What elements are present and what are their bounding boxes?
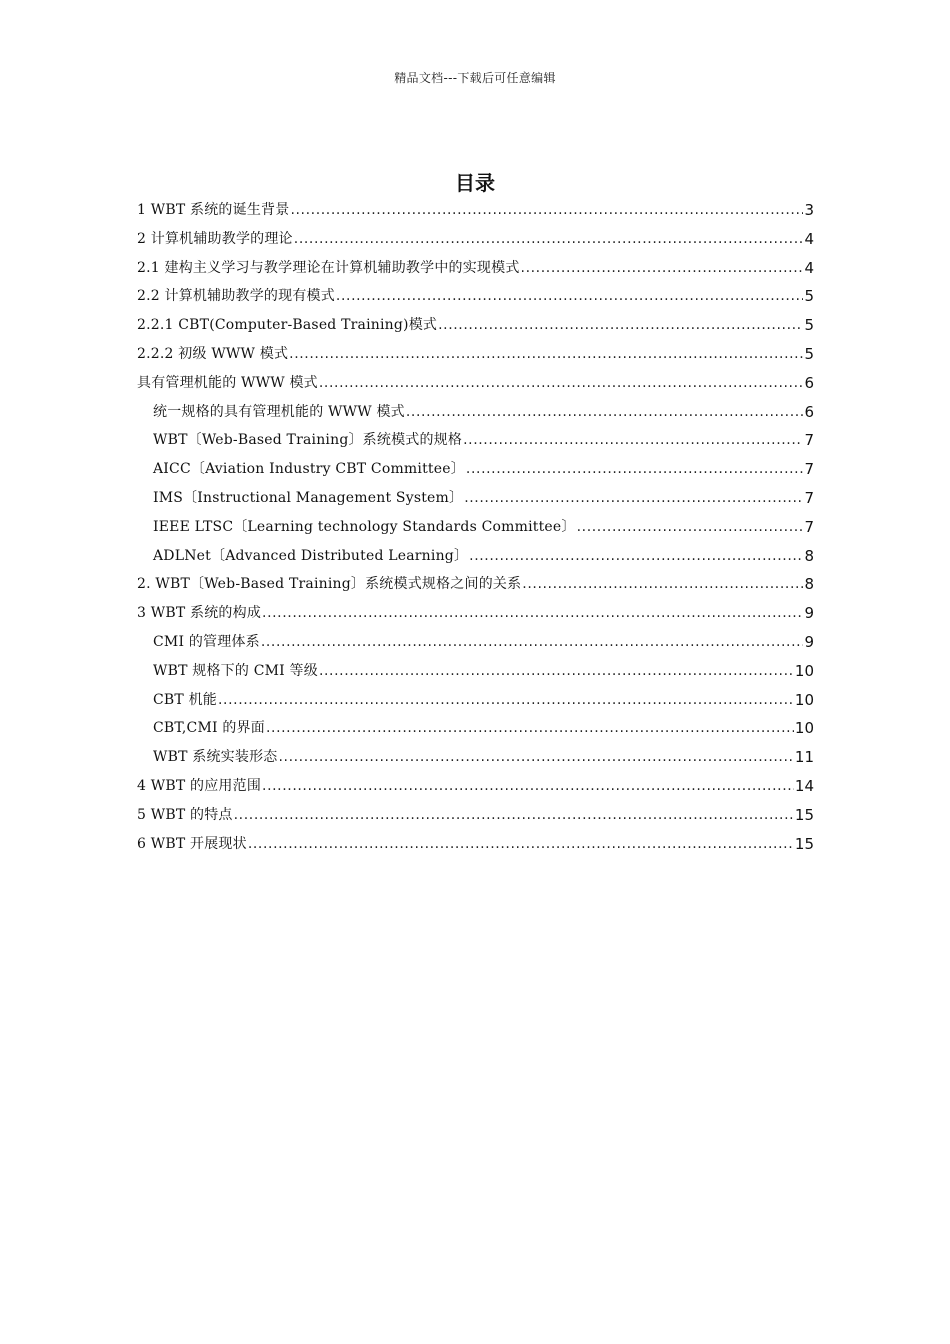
toc-entry[interactable]	[137, 196, 814, 225]
toc-page-number: 11	[794, 748, 814, 767]
toc-dot-leader	[406, 398, 804, 427]
toc-entry-text: 2.2.1 CBT(Computer-Based Training)模式	[137, 317, 438, 334]
toc-entry-text: WBT 规格下的 CMI 等级	[153, 662, 318, 679]
toc-dot-leader	[319, 369, 804, 398]
toc-entry[interactable]	[137, 570, 814, 599]
toc-entry[interactable]	[137, 542, 814, 571]
toc-entry-text: 统一规格的具有管理机能的 WWW 模式	[153, 403, 405, 420]
toc-entry[interactable]	[137, 743, 814, 772]
toc-entry-text: CBT,CMI 的界面	[153, 720, 265, 737]
toc-page-number: 4	[804, 258, 814, 277]
toc-entry[interactable]	[137, 254, 814, 283]
toc-entry[interactable]	[137, 340, 814, 369]
toc-entry-text: CMI 的管理体系	[153, 633, 260, 650]
table-of-contents	[137, 196, 814, 858]
toc-page-number: 4	[804, 229, 814, 248]
toc-page-number: 5	[804, 287, 814, 306]
toc-entry-text: IEEE LTSC〔Learning technology Standards Committee〕	[153, 518, 576, 535]
toc-dot-leader	[266, 714, 794, 743]
toc-dot-leader	[294, 225, 804, 254]
toc-page-number: 7	[804, 488, 814, 507]
toc-page-number: 7	[804, 431, 814, 450]
toc-dot-leader	[261, 628, 804, 657]
toc-entry[interactable]	[137, 311, 814, 340]
toc-entry[interactable]	[137, 513, 814, 542]
toc-entry[interactable]	[137, 369, 814, 398]
toc-dot-leader	[577, 513, 804, 542]
toc-entry-text: 2.1 建构主义学习与教学理论在计算机辅助教学中的实现模式	[137, 259, 520, 276]
toc-entry-text: 5 WBT 的特点	[137, 806, 233, 823]
toc-page-number: 15	[794, 834, 814, 853]
toc-entry[interactable]	[137, 686, 814, 715]
toc-dot-leader	[336, 282, 804, 311]
toc-dot-leader	[290, 196, 803, 225]
toc-page-number: 8	[804, 575, 814, 594]
toc-entry-text: IMS〔Instructional Management System〕	[153, 489, 464, 506]
toc-page-number: 7	[804, 460, 814, 479]
toc-dot-leader	[521, 254, 804, 283]
toc-dot-leader	[278, 743, 793, 772]
toc-entry-text: 6 WBT 开展现状	[137, 835, 247, 852]
toc-entry-text: 3 WBT 系统的构成	[137, 605, 262, 622]
toc-entry[interactable]	[137, 801, 814, 830]
toc-title: 目录	[455, 171, 495, 195]
toc-entry[interactable]	[137, 714, 814, 743]
toc-entry-text: 1 WBT 系统的诞生背景	[137, 202, 290, 218]
page-header: 精品文档---下载后可任意编辑	[394, 71, 556, 85]
toc-page-number: 15	[794, 805, 814, 824]
toc-page-number: 6	[804, 373, 814, 392]
toc-dot-leader	[464, 484, 803, 513]
toc-entry[interactable]	[137, 772, 814, 801]
toc-page-number: 3	[804, 201, 814, 219]
toc-entry[interactable]	[137, 628, 814, 657]
toc-entry-text: CBT 机能	[153, 691, 217, 708]
toc-dot-leader	[469, 542, 803, 571]
toc-entry[interactable]	[137, 830, 814, 859]
toc-entry-text: 2. WBT〔Web-Based Training〕系统模式规格之间的关系	[137, 576, 522, 593]
toc-dot-leader	[262, 772, 794, 801]
toc-dot-leader	[248, 830, 794, 859]
toc-entry-text: WBT 系统实装形态	[153, 749, 278, 766]
toc-entry[interactable]	[137, 225, 814, 254]
toc-dot-leader	[289, 340, 803, 369]
toc-dot-leader	[319, 657, 794, 686]
toc-entry[interactable]	[137, 657, 814, 686]
toc-dot-leader	[234, 801, 794, 830]
toc-entry[interactable]	[137, 426, 814, 455]
toc-entry-text: 2 计算机辅助教学的理论	[137, 230, 293, 247]
toc-entry-text: ADLNet〔Advanced Distributed Learning〕	[153, 547, 469, 564]
toc-page-number: 6	[804, 402, 814, 421]
toc-entry[interactable]	[137, 282, 814, 311]
toc-page-number: 14	[794, 776, 814, 795]
toc-entry[interactable]	[137, 599, 814, 628]
toc-page-number: 7	[804, 517, 814, 536]
toc-entry[interactable]	[137, 455, 814, 484]
toc-page-number: 9	[804, 632, 814, 651]
toc-dot-leader	[522, 570, 803, 599]
toc-entry-text: 2.2 计算机辅助教学的现有模式	[137, 288, 335, 305]
toc-dot-leader	[463, 426, 803, 455]
toc-page-number: 10	[794, 690, 814, 709]
toc-entry-text: 4 WBT 的应用范围	[137, 777, 262, 794]
toc-dot-leader	[262, 599, 803, 628]
toc-dot-leader	[218, 686, 794, 715]
toc-page-number: 10	[794, 661, 814, 680]
toc-page-number: 5	[804, 344, 814, 363]
toc-page-number: 10	[794, 719, 814, 738]
toc-page-number: 8	[804, 546, 814, 565]
toc-dot-leader	[438, 311, 803, 340]
toc-dot-leader	[466, 455, 804, 484]
toc-page-number: 5	[804, 316, 814, 335]
toc-entry[interactable]	[137, 484, 814, 513]
toc-entry-text: WBT〔Web-Based Training〕系统模式的规格	[153, 432, 463, 449]
toc-entry[interactable]	[137, 398, 814, 427]
toc-entry-text: AICC〔Aviation Industry CBT Committee〕	[153, 461, 465, 478]
toc-page-number: 9	[804, 604, 814, 623]
toc-entry-text: 具有管理机能的 WWW 模式	[137, 374, 318, 391]
toc-entry-text: 2.2.2 初级 WWW 模式	[137, 345, 289, 362]
